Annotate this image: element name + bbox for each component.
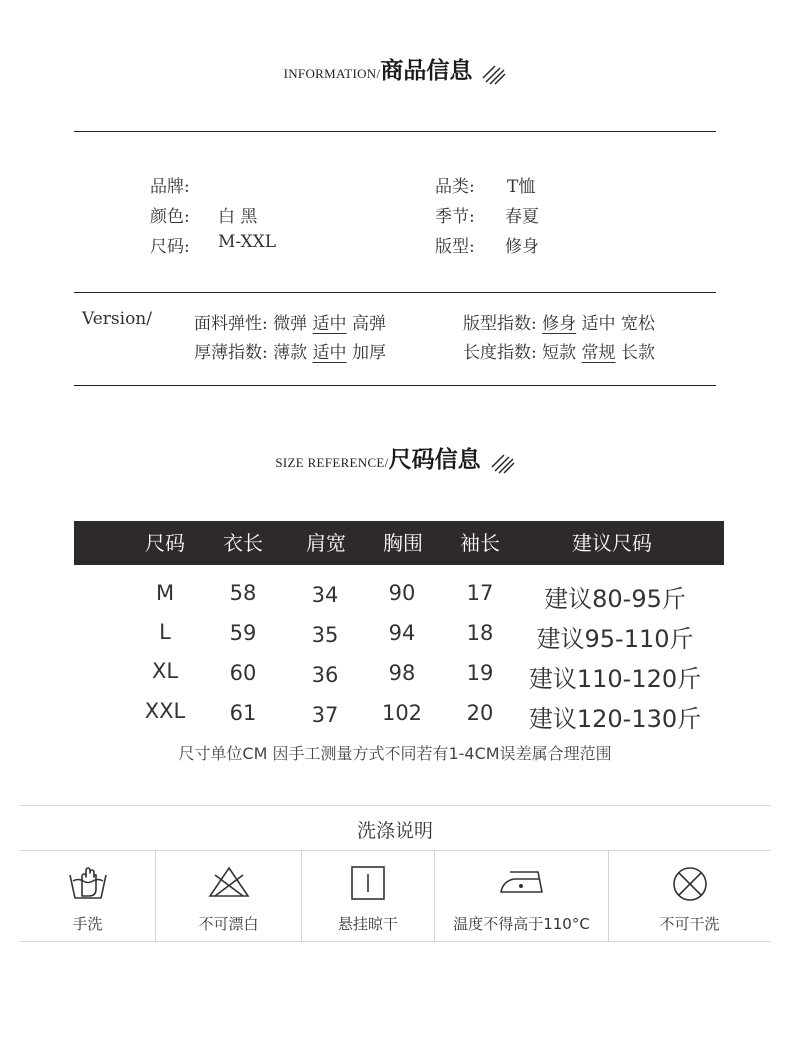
- table-cell: 建议80-95斤: [544, 585, 686, 613]
- iron-icon: [498, 865, 546, 897]
- length-index-option: 短款: [542, 343, 577, 363]
- diagonal-lines-icon: [491, 452, 515, 474]
- care-label: 温度不得高于110°C: [453, 915, 590, 933]
- table-cell: 35: [311, 623, 339, 647]
- care-item: [435, 851, 608, 941]
- care-label: 不可干洗: [659, 915, 720, 933]
- table-cell: 59: [229, 621, 257, 645]
- table-cell: 60: [229, 661, 257, 685]
- fit-index-option: 适中: [581, 314, 616, 334]
- care-label: 手洗: [72, 915, 103, 933]
- season-value: 春夏: [505, 207, 539, 227]
- care-label: 不可漂白: [198, 915, 259, 933]
- line-dry-icon: [350, 865, 386, 901]
- table-cell: 36: [311, 663, 339, 687]
- fit-index-option-selected: 修身: [542, 314, 577, 334]
- thickness-option: 薄款: [273, 343, 308, 363]
- season-label: 季节:: [435, 207, 475, 227]
- thickness-option-selected: 适中: [312, 343, 347, 363]
- length-index-label: 长度指数:: [463, 343, 537, 363]
- care-item: [302, 851, 434, 941]
- color-label: 颜色:: [150, 207, 190, 227]
- length-index-option-selected: 常规: [581, 343, 616, 363]
- table-cell: XXL: [144, 699, 186, 723]
- elasticity-option-selected: 适中: [312, 314, 347, 334]
- table-cell: 19: [466, 661, 494, 685]
- care-item: [609, 851, 770, 941]
- info-title-en: INFORMATION/: [283, 66, 381, 81]
- table-cell: 98: [388, 661, 416, 685]
- size-value: M-XXL: [218, 232, 277, 252]
- elasticity-row: [194, 309, 386, 334]
- version-label: Version/: [82, 309, 152, 329]
- size-section-title: [0, 441, 790, 474]
- table-cell: 建议120-130斤: [528, 705, 702, 733]
- header-cell: 尺码: [145, 531, 185, 555]
- table-cell: 34: [311, 583, 339, 607]
- color-value: 白 黑: [218, 207, 258, 227]
- table-cell: 58: [229, 581, 257, 605]
- table-cell: 20: [466, 701, 494, 725]
- header-cell: 衣长: [223, 531, 263, 555]
- diagonal-lines-icon: [482, 63, 506, 85]
- size-note: 尺寸单位CM 因手工测量方式不同若有1-4CM误差属合理范围: [178, 744, 612, 763]
- size-title-en: SIZE REFERENCE/: [275, 455, 389, 470]
- table-cell: 18: [466, 621, 494, 645]
- fit-index-row: [463, 309, 655, 334]
- table-cell: 建议110-120斤: [528, 665, 702, 693]
- table-cell: XL: [151, 659, 179, 683]
- header-cell: 胸围: [383, 531, 423, 555]
- divider: [20, 941, 770, 942]
- size-title-cn: 尺码信息: [388, 447, 481, 473]
- divider: [74, 385, 716, 386]
- fit-value: 修身: [505, 237, 539, 257]
- no-dry-clean-icon: [671, 865, 709, 903]
- table-cell: 37: [311, 703, 339, 727]
- divider: [20, 805, 770, 806]
- fit-label: 版型:: [435, 237, 475, 257]
- category-label: 品类:: [435, 177, 475, 197]
- fit-index-option: 宽松: [620, 314, 655, 334]
- table-cell: L: [159, 620, 171, 644]
- table-cell: 102: [381, 701, 423, 725]
- brand-label: 品牌:: [150, 177, 190, 197]
- header-cell: 袖长: [460, 531, 500, 555]
- care-item: [20, 851, 155, 941]
- table-cell: 90: [388, 581, 416, 605]
- info-section-title: [0, 52, 790, 85]
- size-label: 尺码:: [150, 237, 190, 257]
- thickness-option: 加厚: [351, 343, 386, 363]
- care-title: 洗涤说明: [356, 820, 433, 842]
- care-label: 悬挂晾干: [337, 915, 398, 933]
- size-table-header: [74, 521, 724, 565]
- thickness-row: [194, 338, 386, 363]
- table-cell: M: [155, 581, 175, 605]
- thickness-label: 厚薄指数:: [194, 343, 268, 363]
- divider: [74, 131, 716, 132]
- table-cell: 94: [388, 621, 416, 645]
- length-index-option: 长款: [620, 343, 655, 363]
- header-cell: 建议尺码: [572, 531, 652, 555]
- elasticity-option: 高弹: [351, 314, 386, 334]
- table-cell: 61: [229, 701, 257, 725]
- length-index-row: [463, 338, 655, 363]
- category-value: T恤: [507, 177, 536, 197]
- table-cell: 建议95-110斤: [536, 625, 694, 653]
- table-cell: 17: [466, 581, 494, 605]
- divider: [74, 292, 716, 293]
- header-cell: 肩宽: [306, 531, 346, 555]
- fit-index-label: 版型指数:: [463, 314, 537, 334]
- elasticity-option: 微弹: [273, 314, 308, 334]
- elasticity-label: 面料弹性:: [194, 314, 268, 334]
- no-bleach-icon: [207, 865, 251, 899]
- info-title-cn: 商品信息: [380, 58, 473, 84]
- hand-wash-icon: [67, 865, 109, 901]
- care-item: [156, 851, 301, 941]
